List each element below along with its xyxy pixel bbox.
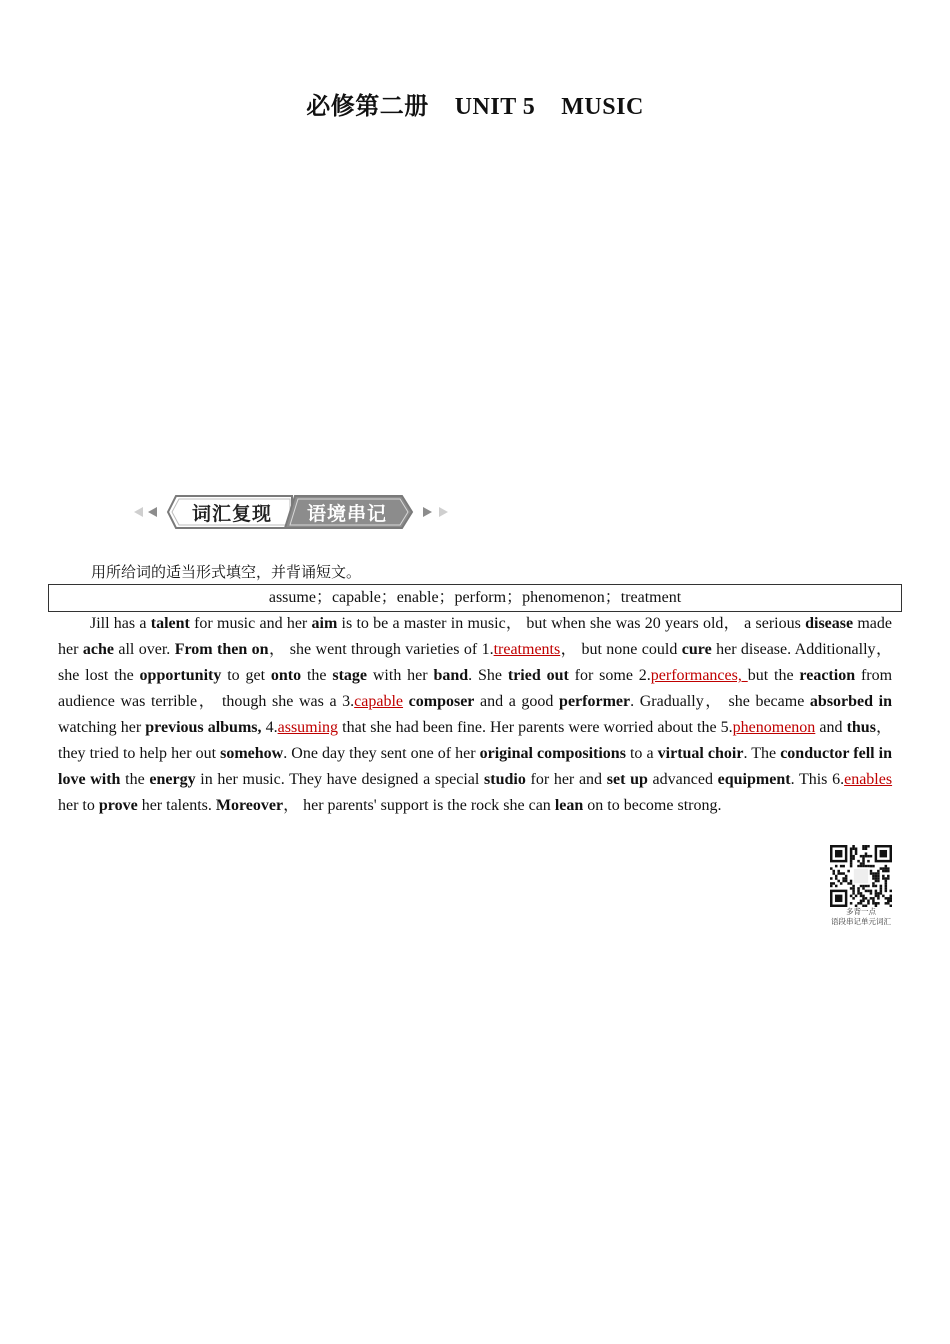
keyword: thus (846, 719, 876, 736)
keyword: prove (98, 797, 138, 814)
passage-text: ， her parents' support is the rock she can (283, 797, 555, 814)
passage-text: her disease. Additionally， she lost the (58, 641, 892, 684)
passage-text: from audience was terrible， though she was a 3. (58, 667, 893, 710)
passage-text: that she had been fine. Her parents were worried about the 5. (338, 719, 733, 736)
passage-text: for music and her (189, 615, 312, 632)
banner-graphic (132, 493, 452, 531)
keyword: studio (484, 771, 526, 788)
keyword: ache (82, 641, 114, 658)
passage-text: to get (221, 667, 271, 684)
answer-blank: treatments (493, 641, 561, 658)
keyword: energy (149, 771, 196, 788)
passage-text: advanced (647, 771, 718, 788)
keyword: disease (805, 615, 854, 632)
instruction-text: 用所给词的适当形式填空，并背诵短文。 (91, 563, 362, 581)
passage-text: all over. (113, 641, 175, 658)
title-book: 必修第二册 (306, 94, 429, 120)
banner-label-right: 语境串记 (307, 503, 388, 525)
keyword: onto (270, 667, 302, 684)
keyword: Moreover (215, 797, 284, 814)
keyword: conductor fell in love with (58, 745, 893, 788)
passage-text: ， but none could (560, 641, 682, 658)
answer-blank: assuming (277, 719, 339, 736)
keyword: equipment (717, 771, 791, 788)
passage-text: . Gradually， she became (630, 693, 810, 710)
answer-blank: phenomenon (732, 719, 816, 736)
keyword: From then on (174, 641, 269, 658)
keyword: aim (311, 615, 338, 632)
page-title (0, 86, 950, 121)
qr-caption-line1: 多背一点 (846, 907, 876, 916)
passage-text: 4. (261, 719, 278, 736)
passage-text: in her music. They have designed a special (195, 771, 485, 788)
answer-blank: capable (354, 693, 404, 710)
passage-text: but the (747, 667, 800, 684)
arrow-right-inner-icon (423, 507, 432, 517)
keyword: absorbed in (809, 693, 892, 710)
arrow-right-outer-icon (439, 507, 448, 517)
passage-text: with her (367, 667, 434, 684)
passage-text: to a (625, 745, 658, 762)
qr-caption-line2: 语段串记单元词汇 (831, 917, 891, 926)
keyword: composer (408, 693, 475, 710)
keyword: cure (681, 641, 712, 658)
passage-text: ， they tried to help her out (58, 719, 893, 762)
keyword: somehow (220, 745, 284, 762)
keyword: set up (606, 771, 648, 788)
passage-text: . This 6. (790, 771, 845, 788)
passage-text: ， she went through varieties of 1. (268, 641, 494, 658)
keyword: reaction (799, 667, 856, 684)
arrow-left-outer-icon (134, 507, 143, 517)
passage-text: . The (743, 745, 781, 762)
keyword: stage (332, 667, 368, 684)
passage-text: for her and (525, 771, 607, 788)
keyword: performer (559, 693, 631, 710)
passage-text: her to (58, 797, 99, 814)
qr-code-icon (830, 845, 892, 907)
passage-text: on to become strong. (583, 797, 722, 814)
passage-text: for some 2. (568, 667, 651, 684)
passage-text: and (815, 719, 847, 736)
keyword: virtual choir (657, 745, 744, 762)
passage-text: is to be a master in music， but when she was 20 years old， a serious (337, 615, 806, 632)
passage-paragraph (58, 611, 892, 819)
keyword: lean (554, 797, 584, 814)
passage-text: Jill has a (90, 615, 151, 632)
banner-label-left: 词汇复现 (192, 503, 273, 525)
passage (58, 611, 892, 819)
passage-text: the (301, 667, 333, 684)
passage-text: watching her (58, 719, 146, 736)
keyword: tried out (507, 667, 569, 684)
qr-block (830, 845, 892, 927)
keyword: previous albums, (145, 719, 262, 736)
keyword: band (433, 667, 469, 684)
word-bank: assume；capable；enable；perform；phenomenon；treatment (48, 584, 902, 612)
answer-blank: enables (844, 771, 893, 788)
keyword: opportunity (139, 667, 222, 684)
keyword: original compositions (479, 745, 626, 762)
answer-blank: performances, (650, 667, 748, 684)
arrow-left-inner-icon (148, 507, 157, 517)
passage-text: her talents. (137, 797, 216, 814)
passage-text: made her (58, 615, 892, 658)
title-topic: MUSIC (561, 94, 644, 120)
passage-text: . She (468, 667, 508, 684)
passage-text: . One day they sent one of her (283, 745, 480, 762)
passage-text: the (120, 771, 150, 788)
section-banner (132, 493, 452, 531)
title-unit: UNIT 5 (454, 94, 536, 120)
passage-text: and a good (474, 693, 560, 710)
keyword: talent (150, 615, 190, 632)
